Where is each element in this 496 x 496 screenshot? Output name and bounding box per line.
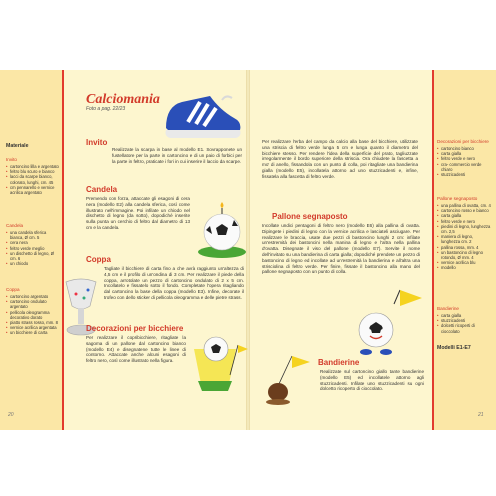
- list-item: • un bicchiere di carta: [6, 330, 60, 335]
- materials-list: [437, 203, 493, 271]
- list-item: • una pallina di ovatta, cm. 4: [437, 203, 493, 208]
- list-item: • cm pennarello e vernice acrilica argentato: [6, 185, 60, 195]
- list-item: • carta gialla: [437, 151, 493, 156]
- materials-group-label: Decorazioni per bicchiere: [437, 139, 489, 144]
- list-item: • feltro verde e nero: [437, 219, 493, 224]
- materials-group-label: Bandierine: [437, 306, 459, 311]
- section-text-decorazioni: Per realizzare il copribicchiere, ritagliate la sagoma di un pallone dal cartoncino bianco (modello E4) e disegnatene tutte le linee di contorno. Attaccate anche alcuni esagoni di feltro nero, così come illustrato nella figura.: [86, 335, 186, 364]
- models-label: Modelli E1-E7: [437, 345, 471, 351]
- list-item: • dolcetti ricoperti di cioccolato: [437, 323, 493, 333]
- list-item: • vernice acrilica argentata: [6, 325, 60, 330]
- section-text-bandierine: Realizzate sul cartoncino giallo tante bandierine (modello E5) ed incollatele attorno agli stuzzicadenti. Infilate uno stuzzicadenti su ogni dolcetto ricoperto di cioccolato.: [320, 369, 424, 392]
- list-item: • piedini di legno, lunghezza cm. 2,5: [437, 224, 493, 234]
- list-item: • piatto strass rosso, mm. 8: [6, 320, 60, 325]
- list-item: • stuzzicadenti: [437, 172, 493, 177]
- page-title: Calciomania: [86, 92, 160, 107]
- materials-list: [6, 294, 60, 336]
- list-item: • feltro blu scuro e bianco: [6, 169, 60, 174]
- ball-figure-image: [350, 288, 424, 364]
- list-item: • modello: [437, 265, 493, 270]
- section-heading-bandierine: Bandierine: [318, 358, 360, 367]
- page-subtitle: Foto a pag. 22/23: [86, 106, 126, 112]
- list-item: • feltro verde meglio: [6, 246, 60, 251]
- list-item: • cartoncino ondulato argentato: [6, 299, 60, 309]
- materials-group-label: Invito: [6, 157, 17, 162]
- list-item: • cartoncino argentato: [6, 294, 60, 299]
- page-number-left: 20: [8, 412, 14, 418]
- section-text-candela: Premendo con forza, attaccate gli esagoni di cera nera (modello E2) alla candela sferica, così come illustrato nell'immagine. Poi infilate un chiodo nel dischetto di legno (da sotto), dopodiché inserite sulla punta un cerchio di feltro dal diametro di 13 cm e la candela.: [86, 196, 190, 230]
- list-item: • cartoncino bianco: [437, 146, 493, 151]
- materials-list: [437, 146, 493, 177]
- right-red-rule: [432, 70, 434, 430]
- materials-group-label: Candela: [6, 223, 24, 228]
- materials-group-label: Coppa: [6, 287, 20, 292]
- list-item: • una candela sferica bianca, Ø cm. 5: [6, 230, 60, 240]
- list-item: • feltro verde e nero: [437, 156, 493, 161]
- candle-image: [196, 202, 248, 260]
- materials-list: [437, 313, 493, 334]
- section-heading-pallone: Pallone segnaposto: [272, 212, 348, 221]
- materials-title: Materiale: [6, 143, 29, 149]
- list-item: • pallina rossa, mm. 4: [437, 245, 493, 250]
- section-heading-coppa: Coppa: [86, 255, 111, 264]
- list-item: • stuzzicadenti: [437, 318, 493, 323]
- shoe-image: [160, 88, 244, 142]
- list-item: • cra- commercio verde chiaro: [437, 162, 493, 172]
- materials-group-label: Pallone segnaposto: [437, 196, 478, 201]
- glass-image: [188, 335, 248, 395]
- page-number-right: 21: [478, 412, 484, 418]
- list-item: • un chiodo: [6, 261, 60, 266]
- section-text-erba: Per realizzare l'erba del campo da calcio alla base del bicchiere, utilizzate una striscia di feltro verde lunga 5 cm e lunga quanto il diametro del bicchiere stesso. Per rendere l'idea della superficie del prato, tagliuzzate irregolarmente il bordo superiore della striscia. Ora chiudete la fascetta a mo' di anello, fissandola con un punto di colla, poi ritagliate una bandierina gialla (modello E5), incollatela attorno ad uno stuzzicadenti e, infine, fissatela alla fascetta di feltro verde.: [262, 139, 418, 179]
- list-item: • cartoncino rosso e bianco: [437, 208, 493, 213]
- materials-list: [6, 230, 60, 266]
- list-item: • pellicola oleogramma decorativo dorato: [6, 310, 60, 320]
- materials-list: [6, 164, 60, 195]
- list-item: • lacci da scarpe bianco, colorato, lunghi, cm. 45: [6, 174, 60, 184]
- chocolate-flag-image: [258, 350, 316, 408]
- list-item: • cartoncino lilla e argentato: [6, 164, 60, 169]
- section-text-coppa: Tagliate il bicchiere di carta fino a che avrà raggiunto un'altezza di 4,5 cm e il profilo di un'ondina di 3 cm. Per realizzare il piede della coppa, arrotolate un pezzo di cartoncino ondulato di 2 x 5 cm. Incollatelo e fissatelo sotto il fondo. Completate l'opera ritagliando dal cartoncino la base della coppa (modello E3). Infine, decorate il trofeo con dello sticker di pellicola oleogramma e delle pietre strass.: [104, 266, 244, 300]
- section-heading-decorazioni: Decorazioni per bicchiere: [86, 324, 184, 333]
- list-item: • maniera di legno, lunghezza cm. 2: [437, 234, 493, 244]
- list-item: • un dischetto di legno, Ø cm. 6: [6, 251, 60, 261]
- list-item: • vernice acrilica blu: [437, 260, 493, 265]
- list-item: • carta gialla: [437, 313, 493, 318]
- list-item: • un bastoncino di legno rotondo, Ø mm. 4: [437, 250, 493, 260]
- section-heading-invito: Invito: [86, 138, 108, 147]
- list-item: • cera nera: [6, 240, 60, 245]
- section-text-invito: Realizzate la scarpa in base al modello E1. Sovrapponete un fustellatore per la parte in cartoncino e di un paio di forbici per la parte in feltro, praticate i fori in cui inserire il laccio da scarpe.: [112, 147, 242, 164]
- list-item: • carta gialla: [437, 213, 493, 218]
- left-red-rule: [62, 70, 64, 430]
- section-text-pallone: Incollate undici pentagoni di feltro nero (modello E6) alla pallina di ovatta. Dipingete i piedini di legno con la vernice acrilica e lasciateli asciugare. Per realizzare le braccia, usate due pezzi di bastoncino lunghi 2 cm: infilate un'estremità dei bastoncini nella manina di legno e l'altra nella pallina d'ovatta. Disegnate il viso del pallone (modello E7). Servite il nome dell'invitato su una bandierina di carta gialla; dopodiché prendete un pezzo di bastoncino di legno ed incollate ad un'estremità la bandierina e all'altra una strisciolina di feltro verde. Per finire, fissate il bastoncino alla mano del pallone segnaposto con un punto di colla.: [262, 223, 420, 275]
- section-heading-candela: Candela: [86, 185, 118, 194]
